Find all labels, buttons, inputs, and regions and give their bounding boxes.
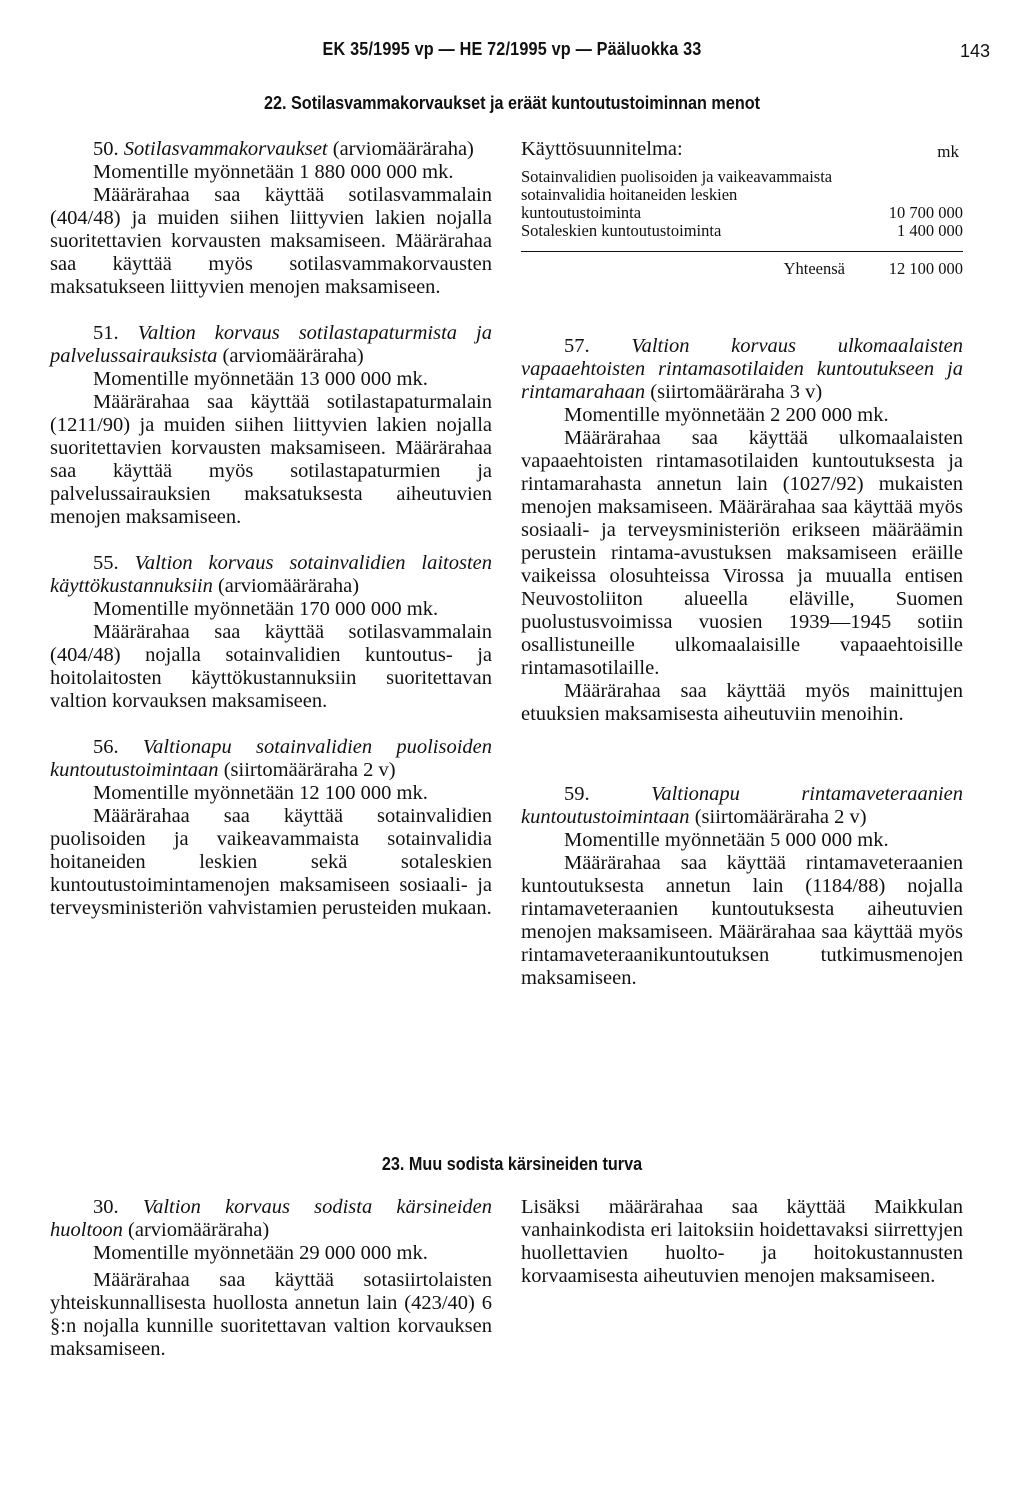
item-appropriation: (arviomääräraha) bbox=[327, 138, 474, 160]
item-50-heading bbox=[50, 138, 492, 161]
item-title: Valtion korvaus ulkomaalaisten vapaaehtoisten rintamasotilaiden kuntoutukseen ja rintamarahaan bbox=[521, 335, 963, 403]
item-appropriation: (arviomääräraha) bbox=[217, 345, 364, 367]
spending-plan-row bbox=[521, 168, 963, 222]
item-appropriation: (arviomääräraha) bbox=[212, 575, 360, 597]
item-51-amount: Momentille myönnetään 13 000 000 mk. bbox=[93, 368, 428, 390]
item-59-body: Määrärahaa saa käyttää rintamaveteraanien kuntoutuksesta annetun lain (1184/88) nojalla rintamaveteraanien kuntoutuksesta aiheutuvien menojen maksamiseen. Määrärahaa saa käyttää myös rintamaveteraanikuntoutuksen tutkimusmenojen maksamiseen. bbox=[521, 852, 963, 989]
spending-plan-total-label: Yhteensä bbox=[783, 259, 845, 278]
item-59 bbox=[521, 783, 963, 990]
item-number: 57. bbox=[564, 335, 590, 357]
item-number: 30. bbox=[93, 1196, 119, 1218]
item-55-body: Määrärahaa saa käyttää sotilasvammalain (404/48) nojalla sotainvalidien kuntoutus- ja hoitolaitosten käyttökustannuksiin suoritettavan valtion korvauksen maksamiseen. bbox=[50, 621, 492, 712]
item-number: 50. bbox=[93, 138, 119, 160]
item-55-heading bbox=[50, 552, 492, 598]
section-23-left-column bbox=[50, 1196, 492, 1361]
right-column-lower bbox=[521, 783, 963, 990]
section-23-right-column bbox=[521, 1196, 963, 1288]
item-57 bbox=[521, 335, 963, 726]
spending-plan-total-amount: 12 100 000 bbox=[888, 259, 963, 278]
spending-plan-title: Käyttösuunnitelma: bbox=[521, 138, 683, 160]
page-number: 143 bbox=[959, 41, 990, 61]
item-30 bbox=[50, 1196, 492, 1361]
spending-plan-table bbox=[521, 138, 963, 281]
item-30-body: Määrärahaa saa käyttää sotasiirtolaisten yhteiskunnallisesta huollosta annetun lain (423/40) 6 §:n nojalla kunnille suoritettavan valtion korvauksen maksamiseen. bbox=[50, 1269, 492, 1360]
item-55 bbox=[50, 552, 492, 713]
item-appropriation: (siirtomääräraha 2 v) bbox=[689, 806, 867, 828]
item-57-body-2: Määrärahaa saa käyttää myös mainittujen etuuksien maksamisesta aiheutuviin menoihin. bbox=[521, 680, 963, 725]
item-title: Valtion korvaus sotainvalidien laitosten käyttökustannuksiin bbox=[50, 552, 492, 597]
item-51-body: Määrärahaa saa käyttää sotilastapaturmalain (1211/90) ja muiden siihen liittyvien lakien nojalla suoritettavien korvausten maksamiseen. Määrärahaa saa käyttää myös sotilastapaturmien ja palvelussairauksien maksatuksesta aiheutuvien menojen maksamiseen. bbox=[50, 391, 492, 528]
spending-plan-row bbox=[521, 222, 963, 240]
section-23-heading: 23. Muu sodista kärsineiden turva bbox=[381, 1154, 643, 1174]
item-51-heading bbox=[50, 322, 492, 368]
section-22-heading: 22. Sotilasvammakorvaukset ja eräät kuntoutustoiminnan menot bbox=[263, 93, 761, 113]
item-59-heading bbox=[521, 783, 963, 829]
item-title: Valtion korvaus sotilastapaturmista ja palvelussairauksista bbox=[50, 322, 492, 367]
item-50-body: Määrärahaa saa käyttää sotilasvammalain (404/48) ja muiden siihen liittyvien lakien nojalla suoritettavien korvausten maksamiseen. Määrärahaa saa käyttää myös sotilasvammakorvausten maksatukseen liittyvien menojen maksamiseen. bbox=[50, 184, 492, 298]
spending-plan-row-amount: 1 400 000 bbox=[897, 221, 963, 240]
item-56 bbox=[50, 736, 492, 920]
item-appropriation: (siirtomääräraha 2 v) bbox=[218, 759, 396, 781]
item-56-heading bbox=[50, 736, 492, 782]
item-title: Valtion korvaus sodista kärsineiden huoltoon bbox=[50, 1196, 493, 1241]
spending-plan-divider bbox=[521, 251, 963, 252]
spending-plan-row-label: Sotainvalidien puolisoiden ja vaikeavammaista sotainvalidia hoitaneiden leskien kuntoutustoiminta bbox=[521, 167, 833, 222]
item-51 bbox=[50, 322, 492, 529]
item-56-amount: Momentille myönnetään 12 100 000 mk. bbox=[93, 782, 428, 804]
item-30-body-continued: Lisäksi määrärahaa saa käyttää Maikkulan vanhainkodista eri laitoksiin hoidettavaksi siirrettyjen huollettavien huolto- ja hoitokustannusten korvaamisesta aiheutuvien menojen maksamiseen. bbox=[521, 1196, 963, 1287]
item-number: 59. bbox=[564, 783, 590, 805]
item-title: Sotilasvammakorvaukset bbox=[123, 138, 328, 160]
item-title: Valtionapu sotainvalidien puolisoiden kuntoutustoimintaan bbox=[50, 736, 493, 781]
item-56-body: Määrärahaa saa käyttää sotainvalidien puolisoiden ja vaikeavammaista sotainvalidia hoitaneiden leskien sekä sotaleskien kuntoutustoimintamenojen maksamiseen sosiaali- ja terveysministeriön vahvistamien perusteiden mukaan. bbox=[50, 805, 492, 919]
item-50 bbox=[50, 138, 492, 299]
page-header-title: EK 35/1995 vp — HE 72/1995 vp — Pääluokka 33 bbox=[322, 39, 702, 59]
item-number: 51. bbox=[93, 322, 119, 344]
spending-plan-header bbox=[521, 138, 963, 164]
item-50-amount: Momentille myönnetään 1 880 000 000 mk. bbox=[93, 161, 454, 183]
spending-plan-unit: mk bbox=[937, 142, 959, 161]
left-column bbox=[50, 138, 492, 920]
item-number: 56. bbox=[93, 736, 119, 758]
item-57-heading bbox=[521, 335, 963, 404]
item-57-amount: Momentille myönnetään 2 200 000 mk. bbox=[564, 404, 889, 426]
spending-plan-row-label: Sotaleskien kuntoutustoiminta bbox=[521, 221, 722, 240]
item-55-amount: Momentille myönnetään 170 000 000 mk. bbox=[93, 598, 439, 620]
spending-plan-total bbox=[521, 257, 963, 281]
item-30-heading bbox=[50, 1196, 492, 1242]
item-title: Valtionapu rintamaveteraanien kuntoutustoimintaan bbox=[521, 783, 964, 828]
item-59-amount: Momentille myönnetään 5 000 000 mk. bbox=[564, 829, 889, 851]
item-57-body: Määrärahaa saa käyttää ulkomaalaisten vapaaehtoisten rintamasotilaiden kuntoutuksesta ja rintamarahasta annetun lain (1027/92) mukaisten menojen maksamiseen. Määrärahaa saa käyttää myös sosiaali- ja terveysministeriön erikseen määräämin perustein rintama-avustuksen maksamiseen eräille vaikeissa olosuhteissa Virossa ja muualla entisen Neuvostoliiton alueella eläville, Suomen puolustusvoimissa vuosien 1939—1945 sotiin osallistuneille ulkomaalaisille vapaaehtoisille rintamasotilaille. bbox=[521, 427, 963, 679]
item-appropriation: (arviomääräraha) bbox=[122, 1219, 270, 1241]
spending-plan-row-amount: 10 700 000 bbox=[888, 203, 963, 222]
item-30-amount: Momentille myönnetään 29 000 000 mk. bbox=[93, 1242, 428, 1264]
item-number: 55. bbox=[93, 552, 119, 574]
item-appropriation: (siirtomääräraha 3 v) bbox=[645, 381, 823, 403]
right-column bbox=[521, 335, 963, 726]
